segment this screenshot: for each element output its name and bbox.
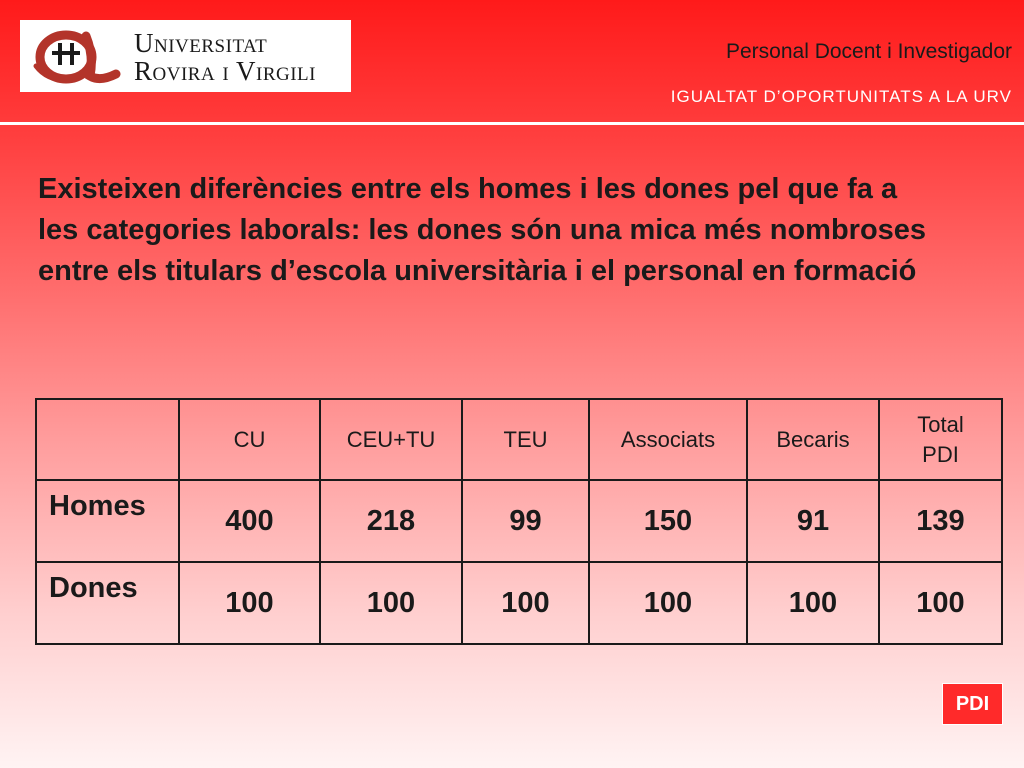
urv-emblem-icon xyxy=(28,26,124,86)
table-cell: 400 xyxy=(179,480,320,562)
slide-heading: Existeixen diferències entre els homes i les dones pel que fa a les categories laborals: les dones són una mica més nombroses entre els titulars d’escola universitària i el personal en formació xyxy=(38,173,927,287)
column-header-total xyxy=(879,399,1002,480)
table-cell: 100 xyxy=(462,562,589,644)
table-cell: 100 xyxy=(179,562,320,644)
column-header: Associats xyxy=(589,399,747,480)
column-header: CU xyxy=(179,399,320,480)
row-label: Homes xyxy=(36,480,179,562)
column-header: Becaris xyxy=(747,399,879,480)
table-cell: 100 xyxy=(589,562,747,644)
column-header: TEU xyxy=(462,399,589,480)
header-divider xyxy=(0,122,1024,125)
category-table xyxy=(35,398,1003,645)
table-cell: 100 xyxy=(879,562,1002,644)
table-row xyxy=(36,480,1002,562)
table-cell: 100 xyxy=(747,562,879,644)
table-cell: 100 xyxy=(320,562,462,644)
table-cell: 218 xyxy=(320,480,462,562)
row-label: Dones xyxy=(36,562,179,644)
table-cell: 150 xyxy=(589,480,747,562)
header-title: Personal Docent i Investigador xyxy=(726,40,1012,63)
logo-line-2: Rovira i Virgili xyxy=(134,56,316,86)
university-logo xyxy=(20,20,351,92)
column-header: CEU+TU xyxy=(320,399,462,480)
header-subtitle: IGUALTAT D’OPORTUNITATS A LA URV xyxy=(670,87,1012,106)
total-label-line1: Total xyxy=(917,411,964,437)
table-cell: 91 xyxy=(747,480,879,562)
logo-line-1: Universitat xyxy=(134,28,268,58)
table-header-row xyxy=(36,399,1002,480)
total-label-line2: PDI xyxy=(922,441,959,467)
table-row xyxy=(36,562,1002,644)
pdi-nav-button[interactable]: PDI xyxy=(942,683,1003,725)
table-corner-cell xyxy=(36,399,179,480)
table-cell: 99 xyxy=(462,480,589,562)
logo-wordmark xyxy=(134,29,316,85)
table-cell: 139 xyxy=(879,480,1002,562)
